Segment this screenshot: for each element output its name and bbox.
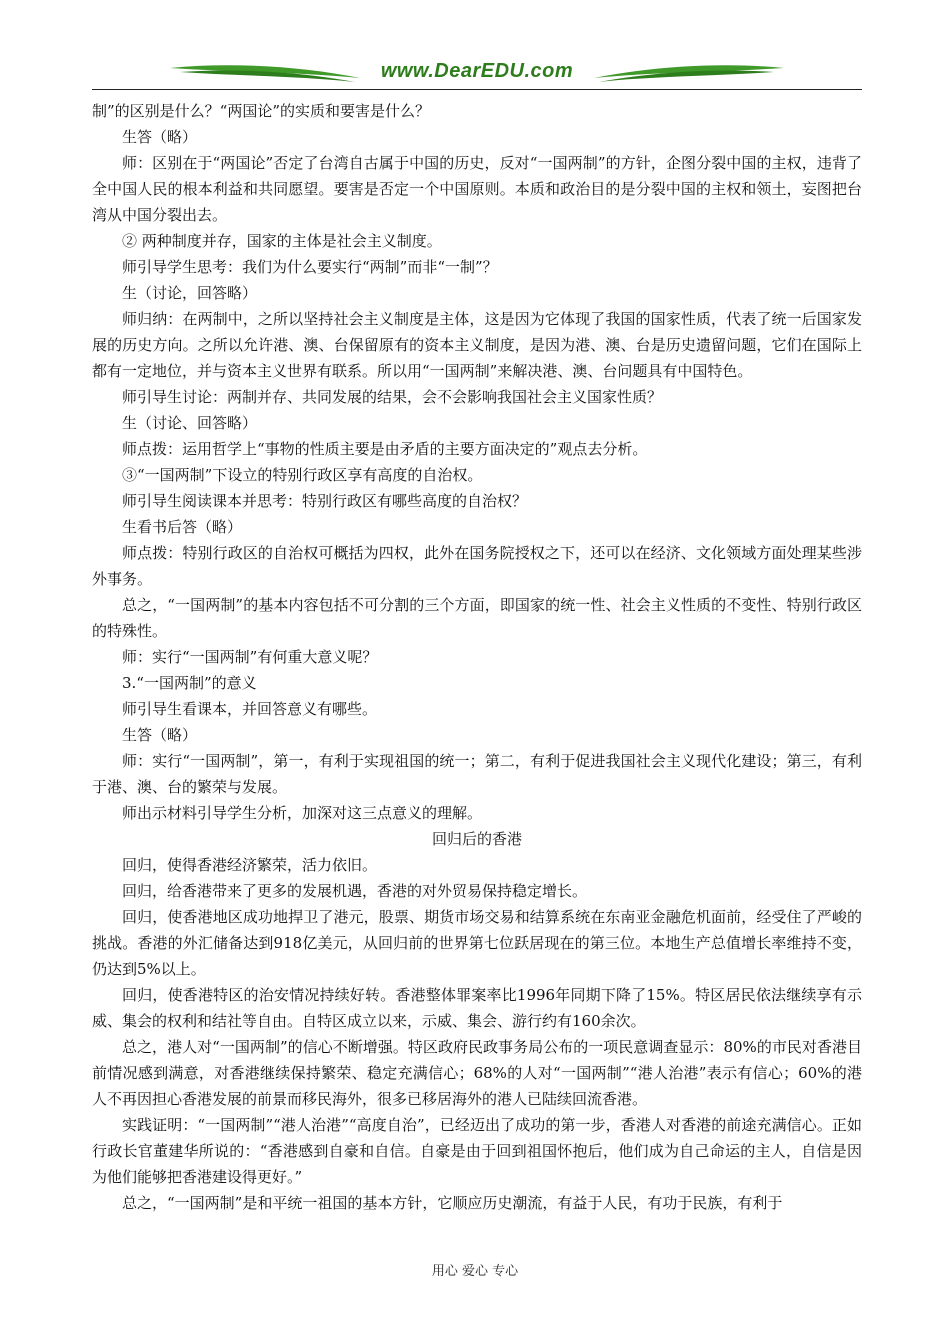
body-paragraph: 实践证明：“一国两制”“港人治港”“高度自治”，已经迈出了成功的第一步，香港人对香港的前途充满信心。正如行政长官董建华所说的：“香港感到自豪和自信。自豪是由于回到祖国怀抱后，他们成为自己命运的主人，自信是因为他们能够把香港建设得更好。”: [92, 1116, 862, 1186]
body-paragraph: 生（讨论，回答略）: [122, 284, 258, 302]
body-paragraph: 回归，使得香港经济繁荣，活力依旧。: [122, 856, 378, 874]
body-paragraph: 回归，给香港带来了更多的发展机遇，香港的对外贸易保持稳定增长。: [122, 882, 588, 900]
body-paragraph: 回归，使香港特区的治安情况持续好转。香港整体罪案率比1996年同期下降了15%。特区居民依法继续享有示威、集会的权利和结社等自由。自特区成立以来，示威、集会、游行约有160余次。: [92, 986, 862, 1030]
body-paragraph: 师归纳：在两制中，之所以坚持社会主义制度是主体，这是因为它体现了我国的国家性质，代表了统一后国家发展的历史方向。之所以允许港、澳、台保留原有的资本主义制度，是因为港、澳、台是历史遗留问题，它们在国际上都有一定地位，并与资本主义世界有联系。所以用“一国两制”来解决港、澳、台问题具有中国特色。: [92, 310, 862, 380]
body-paragraph: 生看书后答（略）: [122, 518, 243, 536]
body-paragraph: 总之，“一国两制”是和平统一祖国的基本方针，它顺应历史潮流，有益于人民，有功于民族，有利于: [122, 1194, 783, 1212]
body-paragraph: 师引导生看课本，并回答意义有哪些。: [122, 700, 378, 718]
body-paragraph: 师：实行“一国两制”有何重大意义呢？: [122, 648, 378, 666]
body-paragraph: 师点拨：特别行政区的自治权可概括为四权，此外在国务院授权之下，还可以在经济、文化领域方面处理某些涉外事务。: [92, 544, 862, 588]
body-paragraph: ② 两种制度并存，国家的主体是社会主义制度。: [122, 232, 442, 250]
body-paragraph: 总之，“一国两制”的基本内容包括不可分割的三个方面，即国家的统一性、社会主义性质的不变性、特别行政区的特殊性。: [92, 596, 862, 640]
page-footer: 用心 爱心 专心: [431, 1264, 519, 1279]
body-paragraph: 制”的区别是什么？“两国论”的实质和要害是什么？: [92, 102, 431, 120]
body-paragraph: 3.“一国两制”的意义: [122, 674, 257, 692]
body-paragraph: 生（讨论、回答略）: [122, 414, 258, 432]
body-paragraph: 生答（略）: [122, 128, 198, 146]
body-paragraph: 师出示材料引导学生分析，加深对这三点意义的理解。: [122, 804, 483, 822]
body-paragraph: 师点拨：运用哲学上“事物的性质主要是由矛盾的主要方面决定的”观点去分析。: [122, 440, 648, 458]
section-heading: 回归后的香港: [431, 830, 522, 848]
body-paragraph: 生答（略）: [122, 726, 198, 744]
header-rule: [92, 89, 862, 90]
body-paragraph: 师引导学生思考：我们为什么要实行“两制”而非“一制”？: [122, 258, 498, 276]
page-header: [92, 58, 862, 90]
body-paragraph: ③“一国两制”下设立的特别行政区享有高度的自治权。: [122, 466, 483, 484]
body-paragraph: 师引导生阅读课本并思考：特别行政区有哪些高度的自治权？: [122, 492, 528, 510]
body-paragraph: 师引导生讨论：两制并存、共同发展的结果，会不会影响我国社会主义国家性质？: [122, 388, 663, 406]
right-swoosh-icon: [594, 58, 784, 88]
body-paragraph: 师：区别在于“两国论”否定了台湾自古属于中国的历史，反对“一国两制”的方针，企图分裂中国的主权，违背了全中国人民的根本利益和共同愿望。要害是否定一个中国原则。本质和政治目的是分裂中国的主权和领土，妄图把台湾从中国分裂出去。: [92, 154, 862, 224]
body-paragraph: 总之，港人对“一国两制”的信心不断增强。特区政府民政事务局公布的一项民意调查显示：80%的市民对香港目前情况感到满意，对香港继续保持繁荣、稳定充满信心；68%的人对“一国两制”“港人治港”表示有信心；60%的港人不再因担心香港发展的前景而移民海外，很多已移居海外的港人已陆续回流香港。: [92, 1038, 862, 1108]
document-body: [92, 98, 862, 1216]
site-brand: www.DearEDU.com: [380, 60, 574, 82]
body-paragraph: 师：实行“一国两制”，第一，有利于实现祖国的统一；第二，有利于促进我国社会主义现代化建设；第三，有利于港、澳、台的繁荣与发展。: [92, 752, 862, 796]
body-paragraph: 回归，使香港地区成功地捍卫了港元，股票、期货市场交易和结算系统在东南亚金融危机面前，经受住了严峻的挑战。香港的外汇储备达到918亿美元，从回归前的世界第七位跃居现在的第三位。本地生产总值增长率维持不变，仍达到5%以上。: [92, 908, 862, 978]
